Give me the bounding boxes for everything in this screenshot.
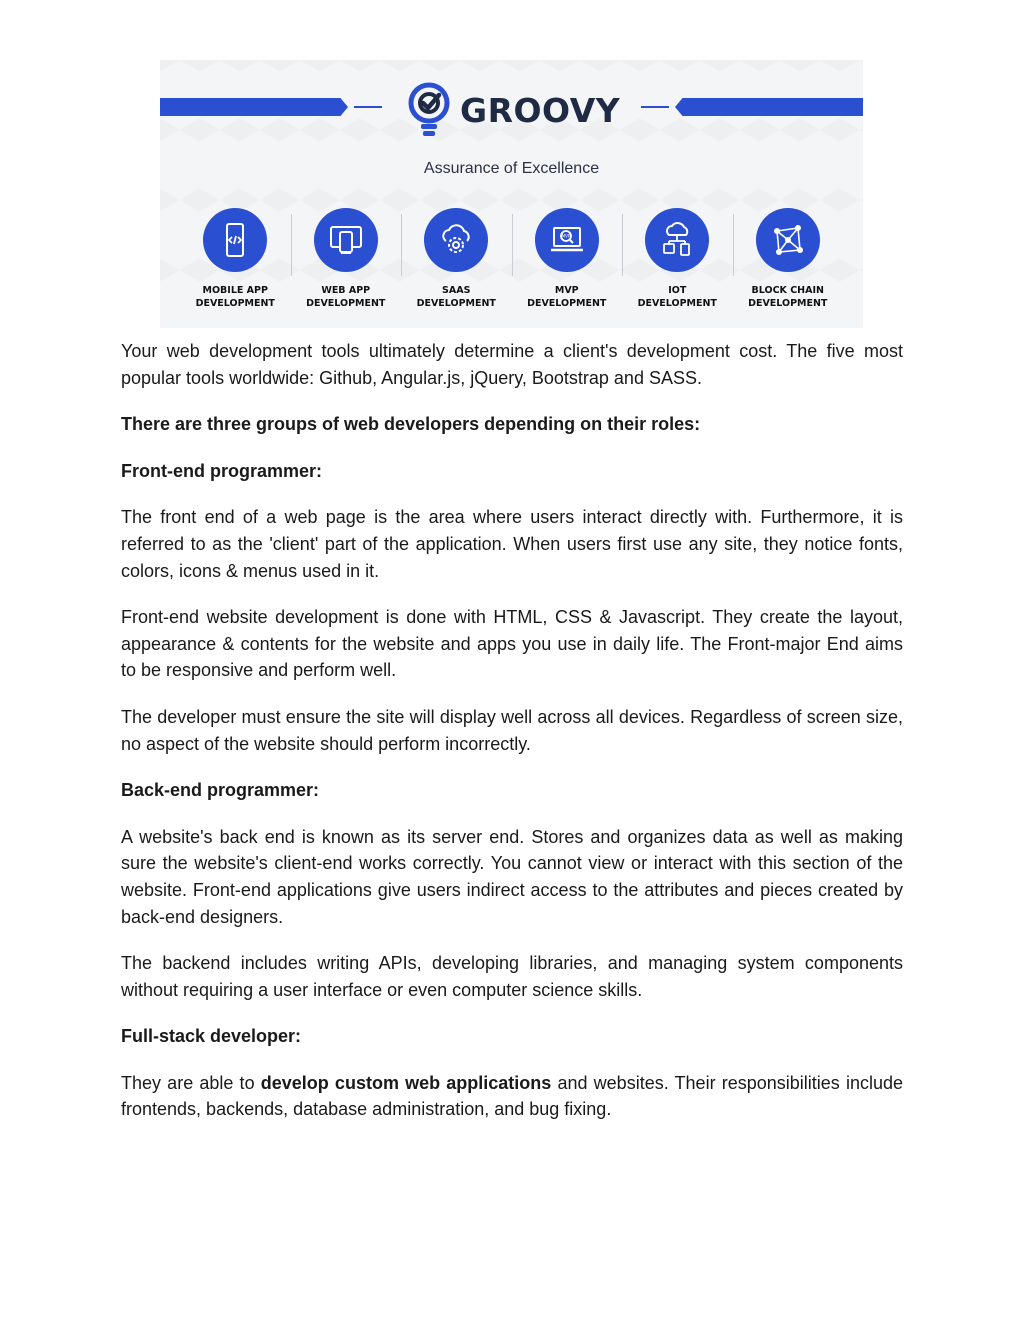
groovy-logo (406, 82, 620, 138)
brand-name: GROOVY (460, 90, 621, 130)
mvp-badge: MVP (561, 233, 571, 239)
fullstack-paragraph (121, 1070, 903, 1123)
groovy-banner (160, 60, 863, 328)
groups-heading: There are three groups of web developers depending on their roles: (121, 414, 701, 435)
service-label-line2: DEVELOPMENT (527, 298, 607, 309)
services-row (180, 206, 843, 316)
backend-paragraph-2: The backend includes writing APIs, developing libraries, and managing system components without requiring a user interface or even computer science skills. (121, 953, 903, 1000)
service-mobile-app (180, 206, 291, 316)
service-label-line1: BLOCK CHAIN (751, 285, 824, 296)
service-label-line1: WEB APP (321, 285, 371, 296)
service-label-line2: DEVELOPMENT (416, 298, 496, 309)
backend-paragraph-1: A website's back end is known as its server end. Stores and organizes data as well as making sure the website's client-end works correctly. You cannot view or interact with this section of the website. Front-end applications give users indirect access to the attributes and pieces created by back-end designers. (121, 826, 903, 927)
banner-right-bar (675, 98, 863, 116)
mobile-code-icon (203, 208, 267, 272)
mvp-laptop-icon (535, 208, 599, 272)
frontend-paragraph-2: Front-end website development is done with HTML, CSS & Javascript. They create the layout, appearance & contents for the website and apps you use in daily life. The Front-major End aims to be responsive and perform well. (121, 607, 903, 681)
service-label-line1: MOBILE APP (202, 285, 268, 296)
service-label-line1: MVP (554, 285, 579, 296)
service-label-line2: DEVELOPMENT (748, 298, 828, 309)
fullstack-text-end: and websites. Their responsibilities include frontends, backends, database administration, and bug fixing. (121, 1072, 903, 1120)
cloud-gear-icon (424, 208, 488, 272)
service-label-line2: DEVELOPMENT (306, 298, 386, 309)
service-web-app (291, 206, 402, 316)
backend-heading: Back-end programmer: (121, 780, 320, 801)
service-label-line2: DEVELOPMENT (195, 298, 275, 309)
web-app-icon (314, 208, 378, 272)
frontend-paragraph-1: The front end of a web page is the area where users interact directly with. Furthermore, it is referred to as the 'client' part of the application. When users first use any site, they notice fonts, colors, icons & menus used in it. (121, 507, 903, 581)
banner-right-line (641, 106, 669, 108)
service-iot (622, 206, 733, 316)
service-saas (401, 206, 512, 316)
service-label-line1: IOT (668, 285, 687, 296)
iot-cloud-devices-icon (645, 208, 709, 272)
service-label-line2: DEVELOPMENT (637, 298, 717, 309)
service-blockchain (733, 206, 844, 316)
fullstack-heading: Full-stack developer: (121, 1026, 302, 1047)
lightbulb-check-icon (406, 82, 452, 138)
custom-web-apps-link-text: develop custom web applications (260, 1072, 552, 1093)
frontend-paragraph-3: The developer must ensure the site will display well across all devices. Regardless of screen size, no aspect of the website should perform incorrectly. (121, 706, 903, 754)
service-mvp (512, 206, 623, 316)
blockchain-network-icon (756, 208, 820, 272)
service-label-line1: SAAS (442, 285, 471, 296)
banner-left-bar (160, 98, 348, 116)
banner-left-line (354, 106, 382, 108)
intro-paragraph: Your web development tools ultimately determine a client's development cost. The five most popular tools worldwide: Github, Angular.js, jQuery, Bootstrap and SASS. (121, 341, 903, 388)
tagline: Assurance of Excellence (423, 160, 600, 177)
article-body (121, 338, 903, 1143)
frontend-heading: Front-end programmer: (121, 460, 323, 481)
fullstack-text-start: They are able to (121, 1072, 261, 1093)
